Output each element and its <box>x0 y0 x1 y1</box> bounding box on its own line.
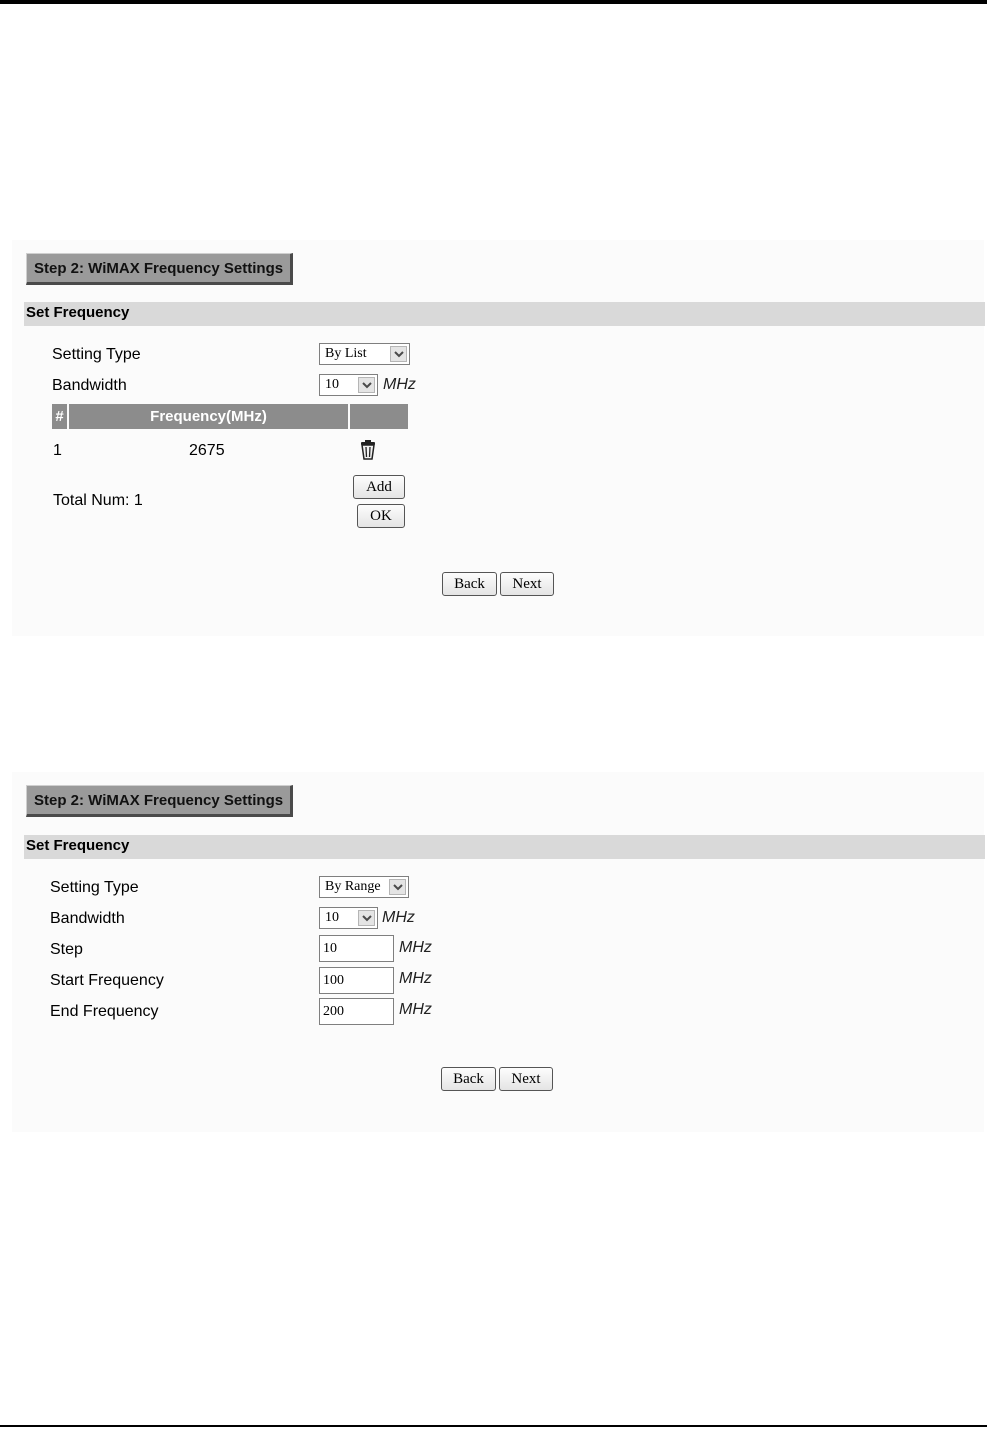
step-input[interactable]: 10 <box>319 935 394 962</box>
end-frequency-input[interactable]: 200 <box>319 998 394 1025</box>
bandwidth-value: 10 <box>325 910 339 925</box>
setting-type-select[interactable] <box>319 343 410 365</box>
table-header-index: # <box>52 404 67 429</box>
chevron-down-icon <box>358 910 375 926</box>
section-title: Set Frequency <box>24 302 985 326</box>
setting-type-label: Setting Type <box>52 346 141 363</box>
add-button[interactable]: Add <box>353 475 405 499</box>
setting-type-value: By Range <box>325 879 381 894</box>
bandwidth-unit: MHz <box>382 909 415 926</box>
end-frequency-unit: MHz <box>399 1001 432 1018</box>
bandwidth-unit: MHz <box>383 376 416 393</box>
table-cell-frequency: 2675 <box>189 442 225 459</box>
start-frequency-input[interactable]: 100 <box>319 967 394 994</box>
setting-type-label: Setting Type <box>50 879 139 896</box>
bottom-rule <box>0 1425 987 1427</box>
start-frequency-unit: MHz <box>399 970 432 987</box>
chevron-down-icon <box>358 377 375 393</box>
table-header-frequency: Frequency(MHz) <box>69 404 348 429</box>
total-num: Total Num: 1 <box>53 492 143 509</box>
section-title: Set Frequency <box>24 835 985 859</box>
step-label: Step <box>50 941 83 958</box>
back-button[interactable]: Back <box>441 1067 496 1091</box>
step-title: Step 2: WiMAX Frequency Settings <box>26 253 293 285</box>
step-unit: MHz <box>399 939 432 956</box>
bandwidth-label: Bandwidth <box>50 910 125 927</box>
bandwidth-select[interactable] <box>319 907 378 929</box>
setting-type-value: By List <box>325 346 367 361</box>
next-button[interactable]: Next <box>500 572 554 596</box>
chevron-down-icon <box>389 879 406 895</box>
ok-button[interactable]: OK <box>357 504 405 528</box>
frequency-settings-panel-range <box>12 772 984 1132</box>
table-header-action <box>350 404 408 429</box>
trash-icon[interactable] <box>359 439 377 461</box>
table-cell-index: 1 <box>53 442 62 459</box>
next-button[interactable]: Next <box>499 1067 553 1091</box>
chevron-down-icon <box>390 346 407 362</box>
bandwidth-select[interactable] <box>319 374 378 396</box>
top-rule <box>0 0 987 4</box>
bandwidth-label: Bandwidth <box>52 377 127 394</box>
setting-type-select[interactable] <box>319 876 409 898</box>
start-frequency-label: Start Frequency <box>50 972 164 989</box>
step-title: Step 2: WiMAX Frequency Settings <box>26 785 293 817</box>
bandwidth-value: 10 <box>325 377 339 392</box>
end-frequency-label: End Frequency <box>50 1003 159 1020</box>
back-button[interactable]: Back <box>442 572 497 596</box>
frequency-settings-panel-list <box>12 240 984 636</box>
